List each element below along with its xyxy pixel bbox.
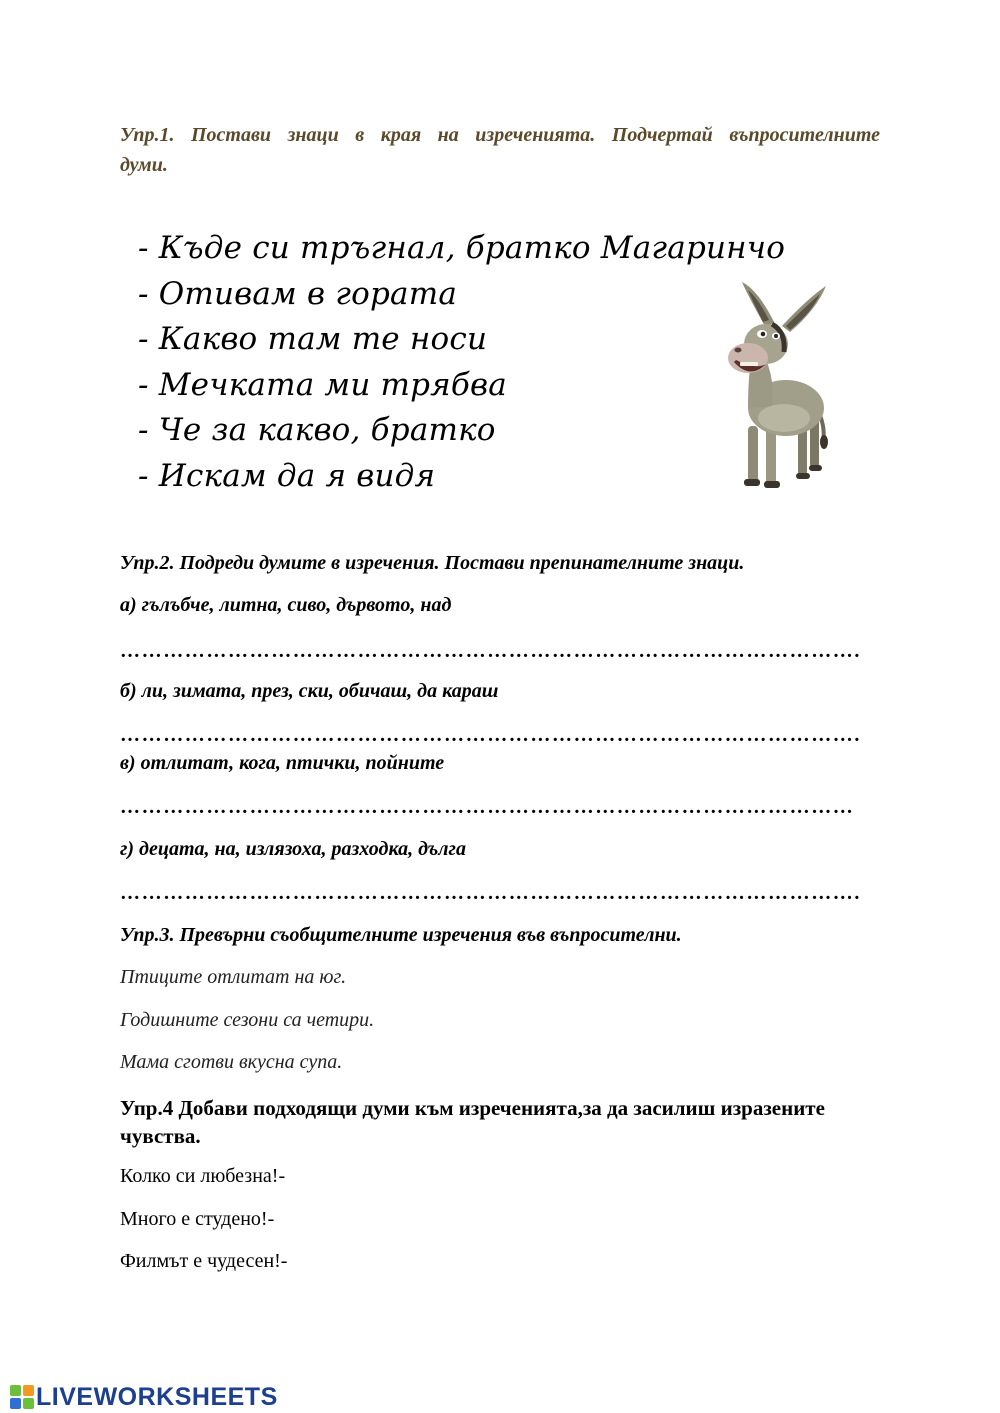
footer-brand[interactable] — [10, 1382, 278, 1412]
exclamation-sentence: Колко си любезна!- — [120, 1165, 286, 1187]
dialog-line: - Какво там те носи — [138, 321, 488, 357]
dialog-line: - Отивам в гората — [138, 275, 458, 312]
statement-sentence: Птиците отлитат на юг. — [120, 966, 347, 988]
footer-brand-text: LIVEWORKSHEETS — [36, 1382, 278, 1411]
exercise-3-title: Упр.3. Превърни съобщителните изречения във въпросителни. — [120, 924, 682, 946]
task-prompt-d: г) децата, на, излязоха, разходка, дълга — [120, 838, 466, 860]
dialog-line: - Къде си тръгнал, братко Магаринчо — [138, 230, 786, 266]
task-prompt-a: а) гълъбче, литна, сиво, дървото, над — [120, 594, 452, 616]
answer-line-c[interactable]: ………………………………………………………………………………………… — [120, 796, 855, 818]
donkey-illustration — [726, 276, 838, 492]
dialog-block — [138, 226, 785, 499]
answer-line-a[interactable]: …………………………………………………………………………………………. — [120, 640, 861, 662]
dialog-line: - Че за какво, братко — [138, 412, 496, 448]
dialog-line: - Мечката ми трябва — [138, 366, 507, 403]
exclamation-sentence: Филмът е чудесен!- — [120, 1250, 288, 1272]
dialog-line: - Искам да я видя — [138, 457, 436, 494]
exclamation-sentence: Много е студено!- — [120, 1208, 275, 1230]
answer-line-d[interactable]: …………………………………………………………………………………………. — [120, 882, 861, 904]
task-prompt-c: в) отлитат, кога, птички, пойните — [120, 752, 445, 774]
liveworksheets-logo-icon — [10, 1385, 34, 1409]
exercise-2-title: Упр.2. Подреди думите в изречения. Постави препинателните знаци. — [120, 552, 745, 574]
task-prompt-b: б) ли, зимата, през, ски, обичаш, да караш — [120, 680, 499, 702]
exercise-1-title: Упр.1. Постави знаци в края на изреченията. Подчертай въпросителните думи. — [120, 124, 880, 176]
statement-sentence: Мама сготви вкусна супа. — [120, 1051, 343, 1073]
answer-line-b[interactable]: …………………………………………………………………………………………. — [120, 724, 861, 746]
exercise-4-title: Упр.4 Добави подходящи думи към изреченията,за да засилиш изразените чувства. — [120, 1096, 825, 1148]
statement-sentence: Годишните сезони са четири. — [120, 1009, 375, 1031]
